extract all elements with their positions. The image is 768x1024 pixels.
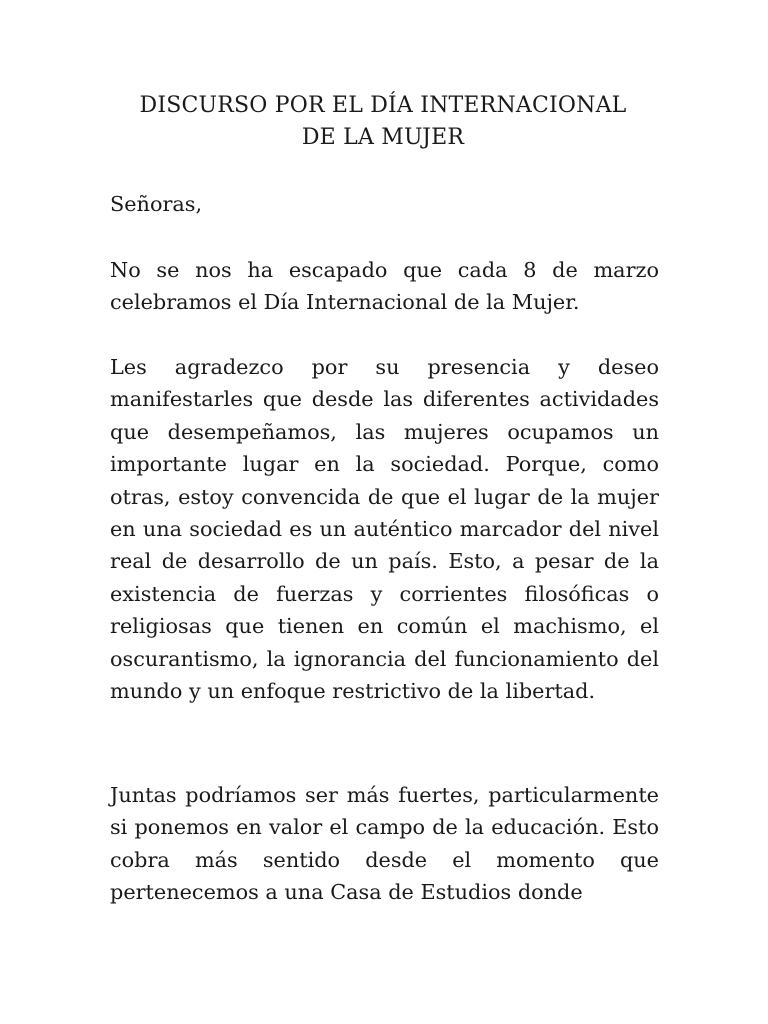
document-title [108,90,658,154]
paragraph-2: Les agradezco por su presencia y deseo manifestarles que desde las diferentes actividades que desempeñamos, las mujeres ocupamos un importante lugar en la sociedad. Porque, como otras, estoy convencida de que el lugar de la mujer en una sociedad es un auténtico marcador del nivel real de desarrollo de un país. Esto, a pesar de la existencia de fuerzas y corrientes filosóficas o religiosas que tienen en común el machismo, el oscurantismo, la ignorancia del funcionamiento del mundo y un enfoque restrictivo de la libertad. [110,355,659,704]
greeting: Señoras, [110,192,203,216]
title-line-1: DISCURSO POR EL DÍA INTERNACIONAL [139,93,627,118]
paragraph-3: Juntas podríamos ser más fuertes, particularmente si ponemos en valor el campo de la educación. Esto cobra más sentido desde el momento que pertenecemos a una Casa de Estudios donde [110,783,659,905]
paragraph-1: No se nos ha escapado que cada 8 de marzo celebramos el Día Internacional de la Mujer. [110,258,659,315]
title-line-2: DE LA MUJER [301,125,465,150]
